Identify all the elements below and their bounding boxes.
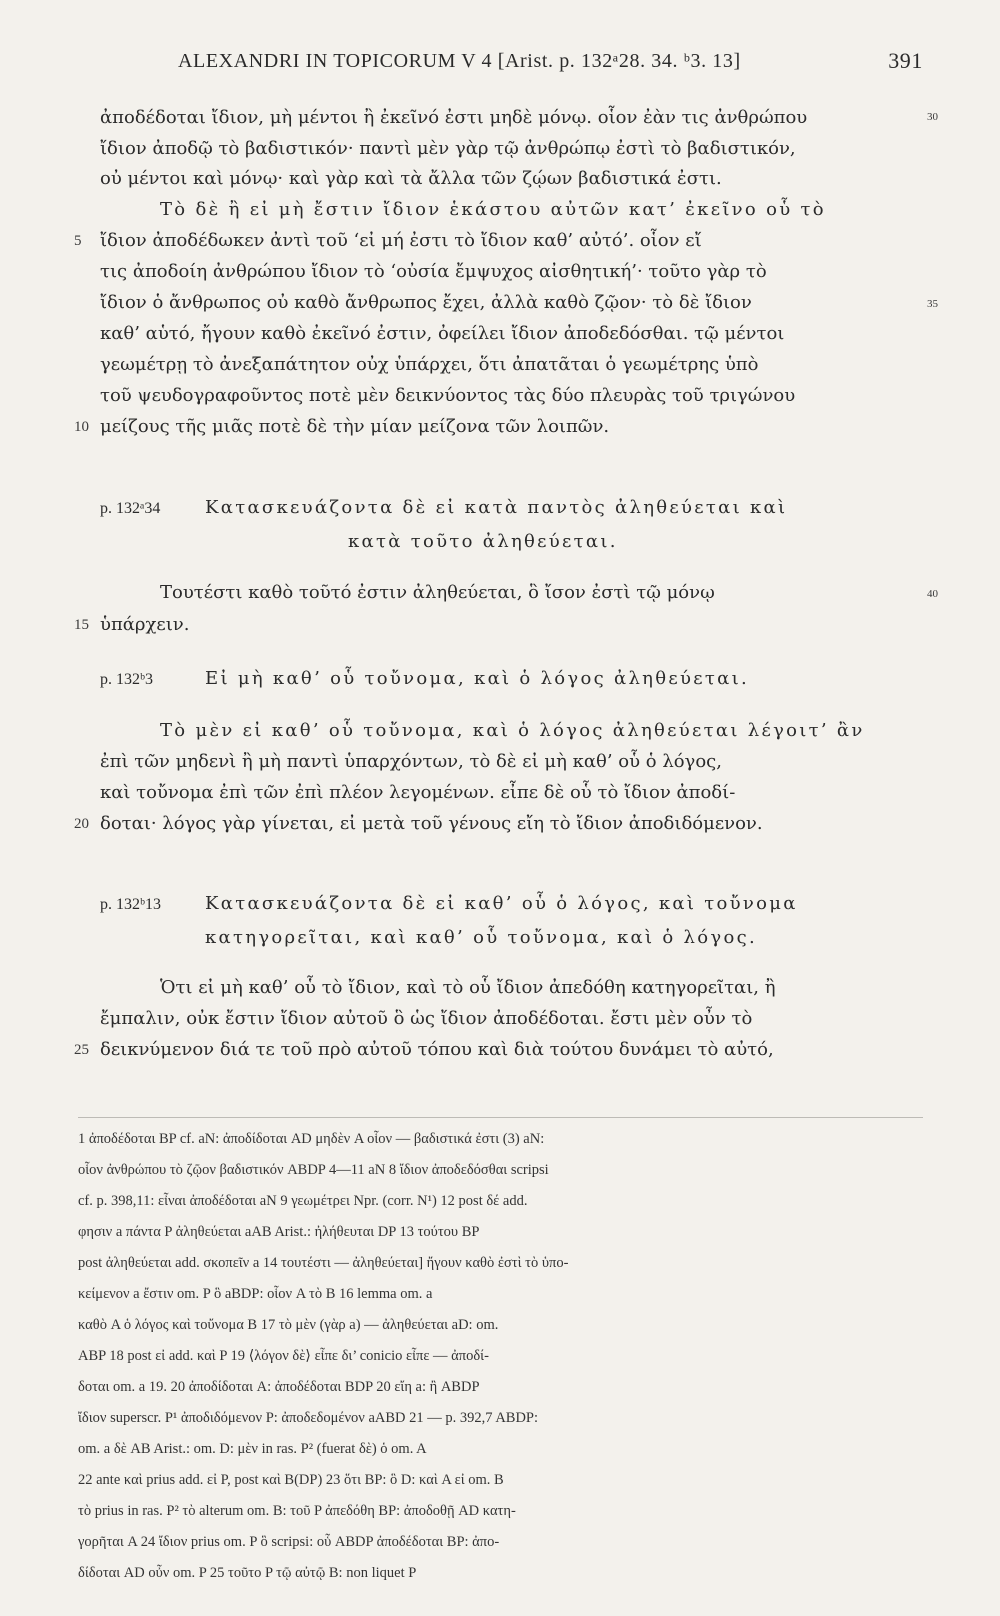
apparatus-line: ABP 18 post εἰ add. καὶ P 19 ⟨λόγον δὲ⟩ εἶπε δι’ conicio εἶπε — ἀποδί- [78,1348,489,1364]
text-line: ἀποδέδοται ἴδιον, μὴ μέντοι ἢ ἐκεῖνό ἐστι μηδὲ μόνῳ. οἷον ἐὰν τις ἀνθρώπου [100,107,808,128]
apparatus-line: 1 ἀποδέδοται BP cf. aN: ἀποδίδοται AD μηδὲν A οἷον — βαδιστικά ἐστι (3) aN: [78,1131,545,1147]
lemma-line: κατὰ τοῦτο ἀληθεύεται. [348,531,618,552]
text-line: δεικνύμενον διά τε τοῦ πρὸ αὐτοῦ τόπου καὶ διὰ τούτου δυνάμει τὸ αὐτό, [100,1039,774,1060]
text-line: Τὸ δὲ ἢ εἰ μὴ ἔστιν ἴδιον ἑκάστου αὐτῶν κατ’ ἐκεῖνο οὗ τὸ [160,199,826,220]
running-header [178,50,923,80]
text-line: ἴδιον ἀποδῷ τὸ βαδιστικόν· παντὶ μὲν γὰρ τῷ ἀνθρώπῳ ἐστὶ τὸ βαδιστικόν, [100,138,796,159]
text-line: τοῦ ψευδογραφοῦντος ποτὲ μὲν δεικνύοντος τὰς δύο πλευρὰς τοῦ τριγώνου [100,385,796,406]
apparatus-line: cf. p. 398,11: εἶναι ἀποδέδοται aN 9 γεωμέτρει Npr. (corr. N¹) 12 post δέ add. [78,1193,528,1209]
text-line: Τουτέστι καθὸ τοῦτό ἐστιν ἀληθεύεται, ὃ ἴσον ἐστὶ τῷ μόνῳ [160,582,715,603]
apparatus-line: post ἀληθεύεται add. σκοπεῖν a 14 τουτέστι — ἀληθεύεται] ἤγουν καθὸ ἐστὶ τὸ ὑπο- [78,1255,569,1271]
lemma-reference: p. 132ᵇ13 [100,896,161,913]
line-number: 10 [74,419,89,435]
text-line: οὐ μέντοι καὶ μόνῳ· καὶ γὰρ καὶ τὰ ἄλλα τῶν ζῴων βαδιστικά ἐστι. [100,168,722,189]
apparatus-line: ἴδιον superscr. P¹ ἀποδιδόμενον P: ἀποδεδομένον aABD 21 — p. 392,7 ABDP: [78,1410,539,1426]
text-line: Τὸ μὲν εἰ καθ’ οὗ τοὔνομα, καὶ ὁ λόγος ἀληθεύεται λέγοιτ’ ἂν [160,720,865,741]
apparatus-line: 22 ante καὶ prius add. εἰ P, post καὶ B(DP) 23 ὅτι BP: ὃ D: καὶ A εἰ om. B [78,1472,504,1488]
lemma-text: Κατασκευάζοντα δὲ εἰ κατὰ παντὸς ἀληθεύεται καὶ [205,497,788,518]
apparatus-line: γορῆται A 24 ἴδιον prius om. P ὃ scripsi: οὗ ABDP ἀποδέδοται BP: ἀπο- [78,1534,500,1550]
running-title: ALEXANDRI IN TOPICORUM V 4 [Arist. p. 132ᵃ28. 34. ᵇ3. 13] [178,50,741,72]
text-line: τις ἀποδοίη ἀνθρώπου ἴδιον τὸ ‘οὐσία ἔμψυχος αἰσθητική’· τοῦτο γὰρ τὸ [100,261,767,282]
lemma-reference: p. 132ᵇ3 [100,671,153,688]
lemma-reference: p. 132ᵃ34 [100,500,161,517]
apparatus-line: om. a δὲ AB Arist.: om. D: μὲν in ras. P² (fuerat δὲ) ὁ om. A [78,1441,427,1457]
text-line: μείζους τῆς μιᾶς ποτὲ δὲ τὴν μίαν μείζονα τῶν λοιπῶν. [100,416,610,437]
text-line: δοται· λόγος γὰρ γίνεται, εἰ μετὰ τοῦ γένους εἴη τὸ ἴδιον ἀποδιδόμενον. [100,813,763,834]
apparatus-divider [78,1117,923,1118]
lemma-line [100,495,925,522]
apparatus-line: καθὸ A ὁ λόγος καὶ τοὔνομα B 17 τὸ μὲν (γὰρ a) — ἀληθεύεται aD: om. [78,1317,499,1333]
text-line: γεωμέτρῃ τὸ ἀνεξαπάτητον οὐχ ὑπάρχει, ὅτι ἀπατᾶται ὁ γεωμέτρης ὑπὸ [100,354,759,375]
line-number: 20 [74,816,89,832]
text-line: ἔμπαλιν, οὐκ ἔστιν ἴδιον αὐτοῦ ὃ ὡς ἴδιον ἀποδέδοται. ἔστι μὲν οὖν τὸ [100,1008,753,1029]
text-line: ἴδιον ὁ ἄνθρωπος οὐ καθὸ ἄνθρωπος ἔχει, ἀλλὰ καθὸ ζῷον· τὸ δὲ ἴδιον [100,292,752,313]
apparatus-line: οἷον ἀνθρώπου τὸ ζῷον βαδιστικόν ABDP 4—11 aN 8 ἴδιον ἀποδεδόσθαι scripsi [78,1162,549,1178]
text-line: ἐπὶ τῶν μηδενὶ ἢ μὴ παντὶ ὑπαρχόντων, τὸ δὲ εἰ μὴ καθ’ οὗ ὁ λόγος, [100,751,722,772]
apparatus-line: δοται om. a 19. 20 ἀποδίδοται A: ἀποδέδοται BDP 20 εἴη a: ἢ ABDP [78,1379,480,1395]
text-line: ἴδιον ἀποδέδωκεν ἀντὶ τοῦ ‘εἰ μή ἐστι τὸ ἴδιον καθ’ αὐτό’. οἷον εἴ [100,230,702,251]
lemma-text: Εἰ μὴ καθ’ οὗ τοὔνομα, καὶ ὁ λόγος ἀληθεύεται. [205,668,749,689]
margin-number: 30 [927,111,938,123]
apparatus-line: φησιν a πάντα P ἀληθεύεται aAB Arist.: ἠλήθευται DP 13 τούτου BP [78,1224,480,1240]
line-number: 15 [74,617,89,633]
lemma-line: κατηγορεῖται, καὶ καθ’ οὗ τοὔνομα, καὶ ὁ λόγος. [205,927,757,948]
text-line: καθ’ αὑτό, ἤγουν καθὸ ἐκεῖνό ἐστιν, ὀφείλει ἴδιον ἀποδεδόσθαι. τῷ μέντοι [100,323,785,344]
text-line: καὶ τοὔνομα ἐπὶ τῶν ἐπὶ πλέον λεγομένων. εἶπε δὲ οὗ τὸ ἴδιον ἀποδί- [100,782,736,803]
line-number: 5 [74,233,82,249]
text-line: ὑπάρχειν. [100,614,190,635]
lemma-line [100,891,925,918]
margin-number: 40 [927,588,938,600]
line-number: 25 [74,1042,89,1058]
margin-number: 35 [927,298,938,310]
apparatus-line: δίδοται AD οὖν om. P 25 τοῦτο P τῷ αὐτῷ B: non liquet P [78,1565,417,1581]
apparatus-line: κείμενον a ἔστιν om. P ὃ aBDP: οἷον A τὸ B 16 lemma om. a [78,1286,433,1302]
text-line: Ὁτι εἰ μὴ καθ’ οὗ τὸ ἴδιον, καὶ τὸ οὗ ἴδιον ἀπεδόθη κατηγορεῖται, ἢ [160,977,776,998]
apparatus-line: τὸ prius in ras. P² τὸ alterum om. B: τοῦ P ἀπεδόθη BP: ἀποδοθῇ AD κατη- [78,1503,516,1519]
lemma-text: Κατασκευάζοντα δὲ εἰ καθ’ οὗ ὁ λόγος, καὶ τοὔνομα [205,893,798,914]
page-number: 391 [888,48,923,73]
lemma-line [100,666,925,693]
